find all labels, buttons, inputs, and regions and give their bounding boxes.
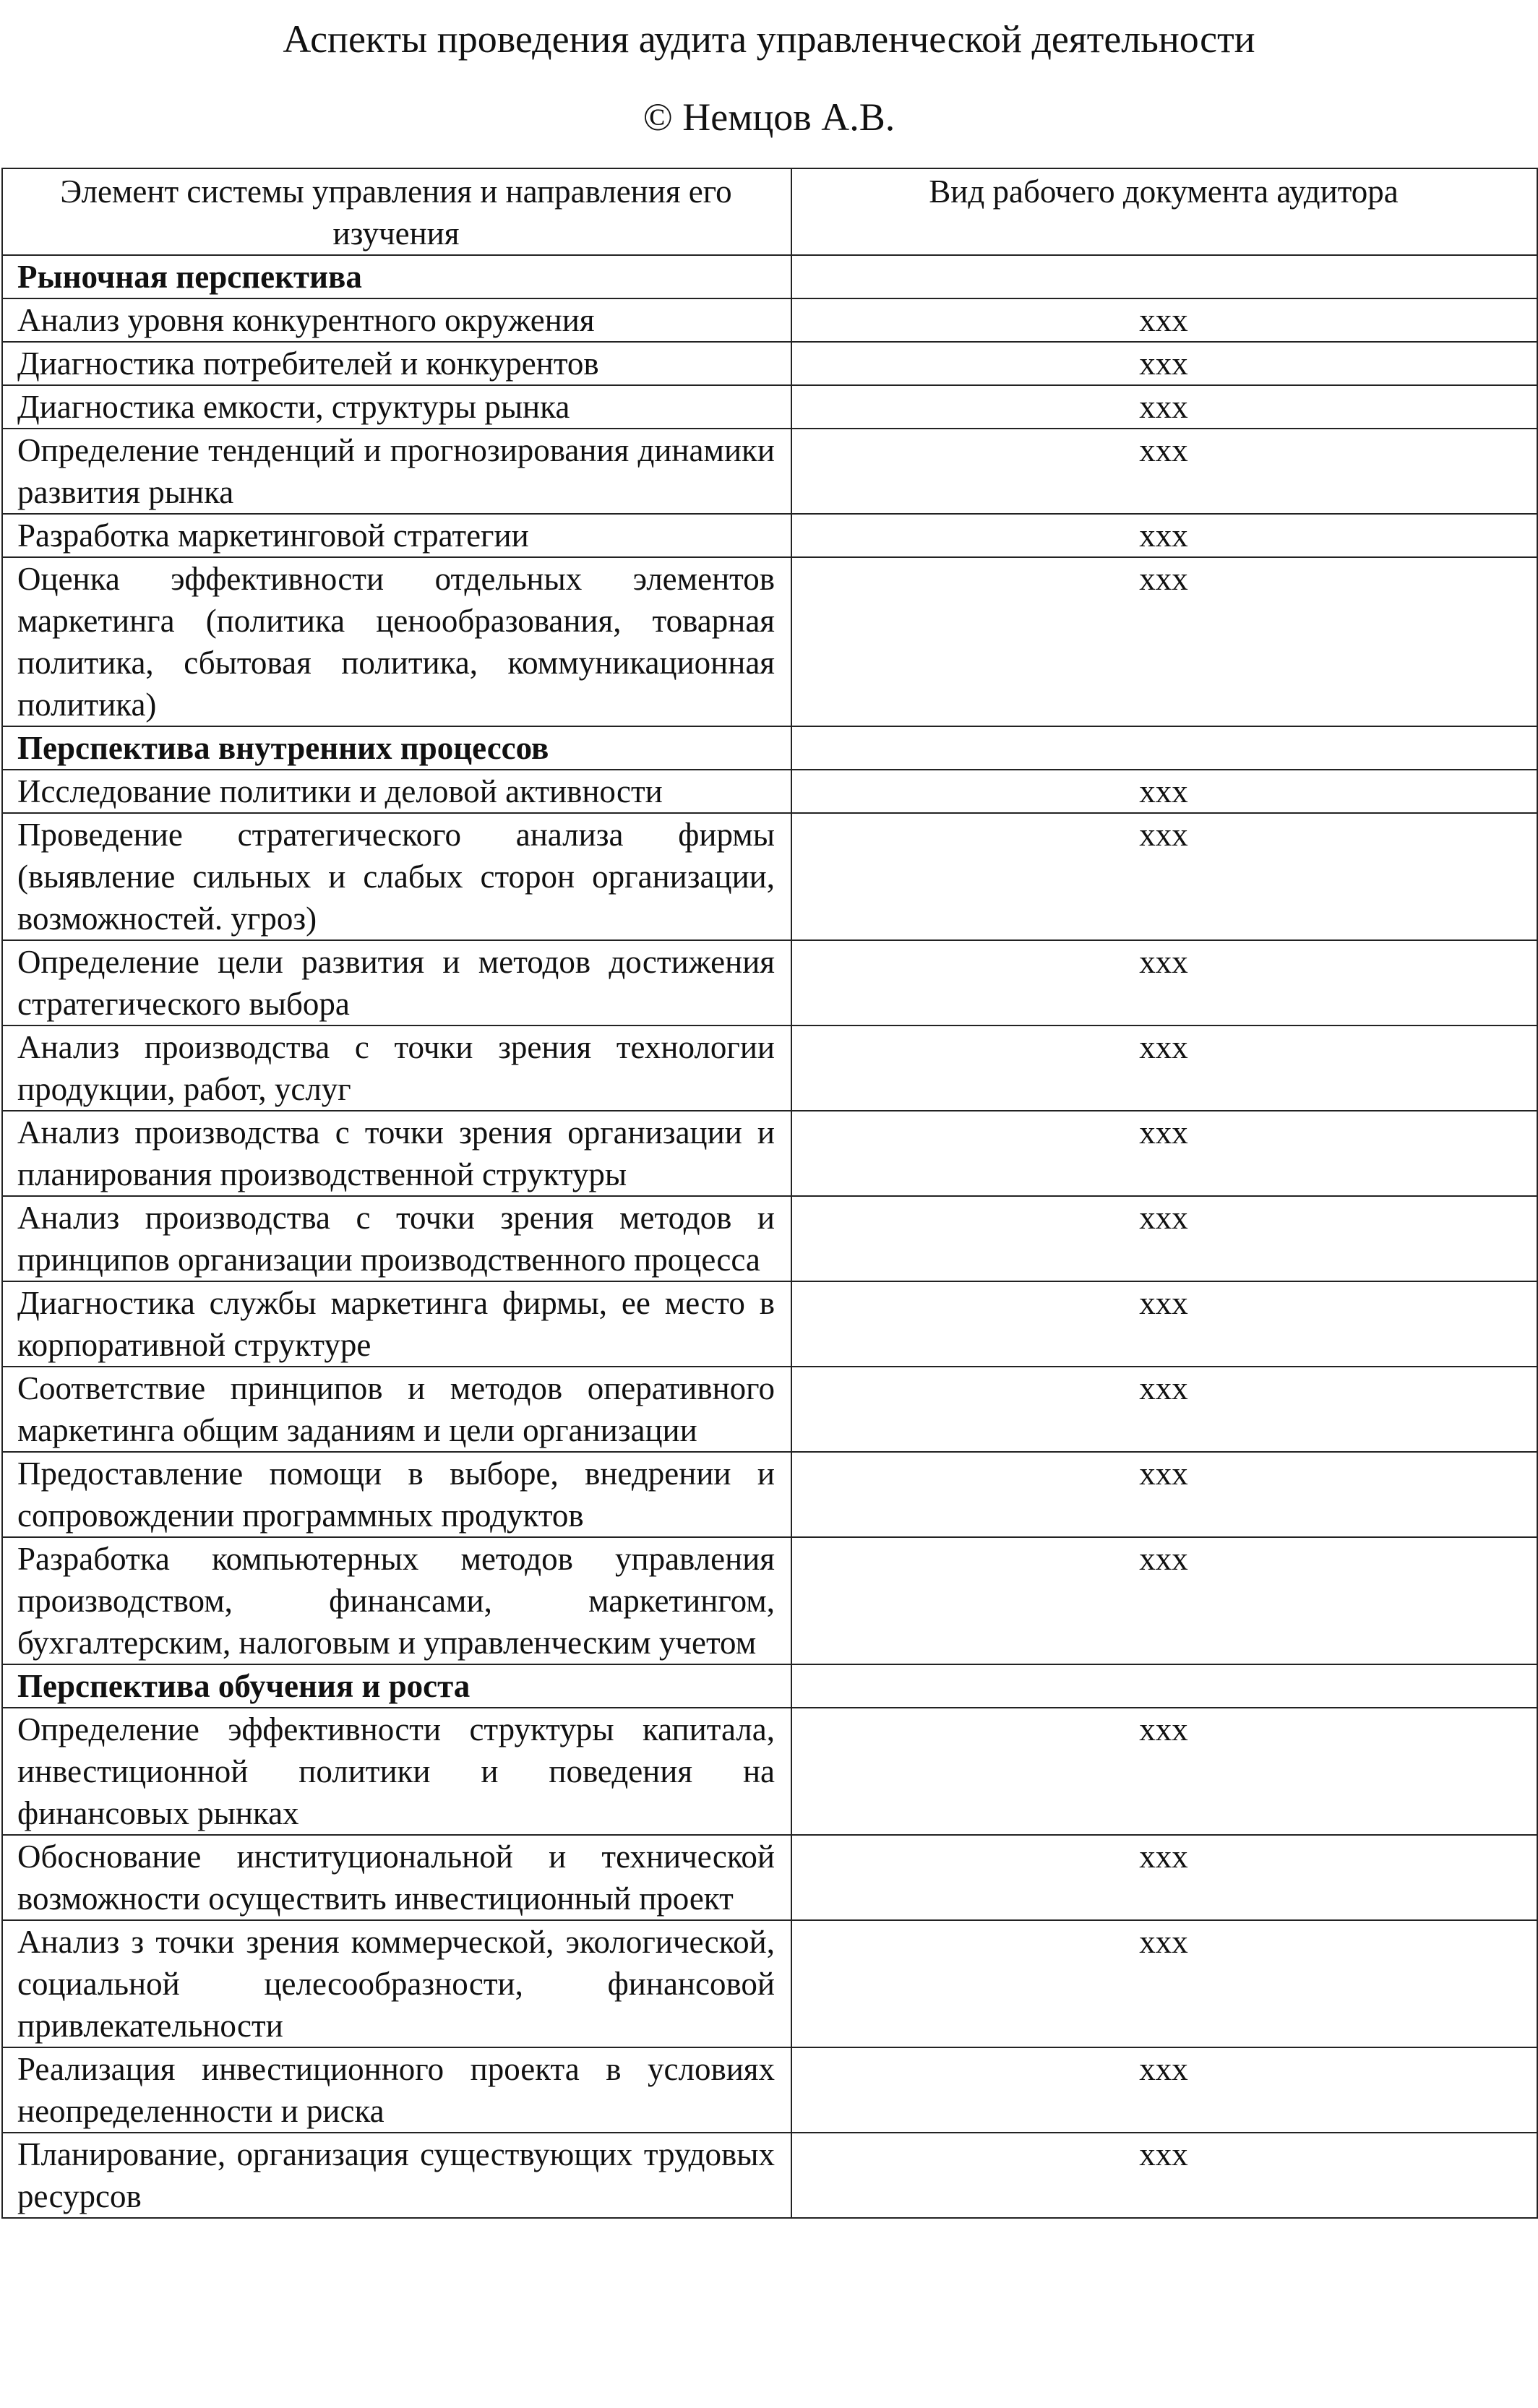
element-cell: Планирование, организация существующих трудовых ресурсов: [2, 2133, 791, 2218]
page-title: Аспекты проведения аудита управленческой деятельности: [283, 17, 1255, 61]
table-header-row: [2, 168, 1537, 255]
document-type-cell: ххх: [791, 514, 1537, 557]
element-cell: Исследование политики и деловой активности: [2, 770, 791, 813]
table-row: [2, 1708, 1537, 1835]
table-row: [2, 1452, 1537, 1537]
table-row: [2, 1537, 1537, 1664]
element-cell: Разработка маркетинговой стратегии: [2, 514, 791, 557]
table-row: [2, 1367, 1537, 1452]
element-cell: Анализ производства с точки зрения организации и планирования производственной структуры: [2, 1111, 791, 1196]
table-row: [2, 1281, 1537, 1367]
author-line: © Немцов А.В.: [643, 95, 895, 139]
element-cell: Предоставление помощи в выборе, внедрении и сопровождении программных продуктов: [2, 1452, 791, 1537]
element-cell: Диагностика емкости, структуры рынка: [2, 385, 791, 429]
table-row: [2, 1835, 1537, 1920]
element-cell: Анализ производства с точки зрения технологии продукции, работ, услуг: [2, 1025, 791, 1111]
table-row: [2, 385, 1537, 429]
section-heading-cell: Перспектива обучения и роста: [2, 1664, 791, 1708]
element-cell: Анализ з точки зрения коммерческой, экологической, социальной целесообразности, финансовой привлекательности: [2, 1920, 791, 2047]
table-row: [2, 813, 1537, 940]
element-cell: Соответствие принципов и методов оперативного маркетинга общим заданиям и цели организации: [2, 1367, 791, 1452]
table-row: [2, 1920, 1537, 2047]
element-cell: Определение тенденций и прогнозирования динамики развития рынка: [2, 429, 791, 514]
document-type-cell: ххх: [791, 385, 1537, 429]
document-type-cell: ххх: [791, 1537, 1537, 1664]
table-row: [2, 2133, 1537, 2218]
document-type-cell: ххх: [791, 940, 1537, 1025]
table-row: [2, 1111, 1537, 1196]
document-type-cell: ххх: [791, 770, 1537, 813]
table-row: [2, 342, 1537, 385]
table-row: [2, 770, 1537, 813]
document-type-cell: ххх: [791, 298, 1537, 342]
table-row: [2, 514, 1537, 557]
element-cell: Разработка компьютерных методов управления производством, финансами, маркетингом, бухгалтерским, налоговым и управленческим учетом: [2, 1537, 791, 1664]
document-type-cell: ххх: [791, 2133, 1537, 2218]
element-cell: Реализация инвестиционного проекта в условиях неопределенности и риска: [2, 2047, 791, 2133]
document-type-cell: ххх: [791, 1367, 1537, 1452]
table-row: [2, 1025, 1537, 1111]
table-body: [2, 255, 1537, 2218]
section-row: [2, 1664, 1537, 1708]
element-cell: Оценка эффективности отдельных элементов маркетинга (политика ценообразования, товарная политика, сбытовая политика, коммуникационная политика): [2, 557, 791, 726]
column-header-element: Элемент системы управления и направления его изучения: [2, 168, 791, 255]
document-type-cell: ххх: [791, 1111, 1537, 1196]
section-row: [2, 726, 1537, 770]
document-type-cell: [791, 1664, 1537, 1708]
table-row: [2, 429, 1537, 514]
document-type-cell: ххх: [791, 1281, 1537, 1367]
document-type-cell: ххх: [791, 342, 1537, 385]
document-type-cell: ххх: [791, 813, 1537, 940]
document-type-cell: ххх: [791, 429, 1537, 514]
document-type-cell: ххх: [791, 1920, 1537, 2047]
document-type-cell: ххх: [791, 557, 1537, 726]
element-cell: Определение цели развития и методов достижения стратегического выбора: [2, 940, 791, 1025]
document-type-cell: [791, 726, 1537, 770]
document-type-cell: [791, 255, 1537, 298]
section-heading-cell: Рыночная перспектива: [2, 255, 791, 298]
document-type-cell: ххх: [791, 1196, 1537, 1281]
table-row: [2, 940, 1537, 1025]
document-type-cell: ххх: [791, 2047, 1537, 2133]
element-cell: Анализ уровня конкурентного окружения: [2, 298, 791, 342]
document-type-cell: ххх: [791, 1835, 1537, 1920]
document-type-cell: ххх: [791, 1708, 1537, 1835]
document-type-cell: ххх: [791, 1025, 1537, 1111]
section-heading-cell: Перспектива внутренних процессов: [2, 726, 791, 770]
table-row: [2, 298, 1537, 342]
table-row: [2, 2047, 1537, 2133]
element-cell: Определение эффективности структуры капитала, инвестиционной политики и поведения на финансовых рынках: [2, 1708, 791, 1835]
section-row: [2, 255, 1537, 298]
document-type-cell: ххх: [791, 1452, 1537, 1537]
element-cell: Обоснование институциональной и технической возможности осуществить инвестиционный проект: [2, 1835, 791, 1920]
table-row: [2, 557, 1537, 726]
element-cell: Проведение стратегического анализа фирмы (выявление сильных и слабых сторон организации, возможностей. угроз): [2, 813, 791, 940]
table-row: [2, 1196, 1537, 1281]
element-cell: Анализ производства с точки зрения методов и принципов организации производственного процесса: [2, 1196, 791, 1281]
audit-aspects-table: [1, 168, 1538, 2219]
column-header-document: Вид рабочего документа аудитора: [791, 168, 1537, 255]
element-cell: Диагностика потребителей и конкурентов: [2, 342, 791, 385]
element-cell: Диагностика службы маркетинга фирмы, ее место в корпоративной структуре: [2, 1281, 791, 1367]
